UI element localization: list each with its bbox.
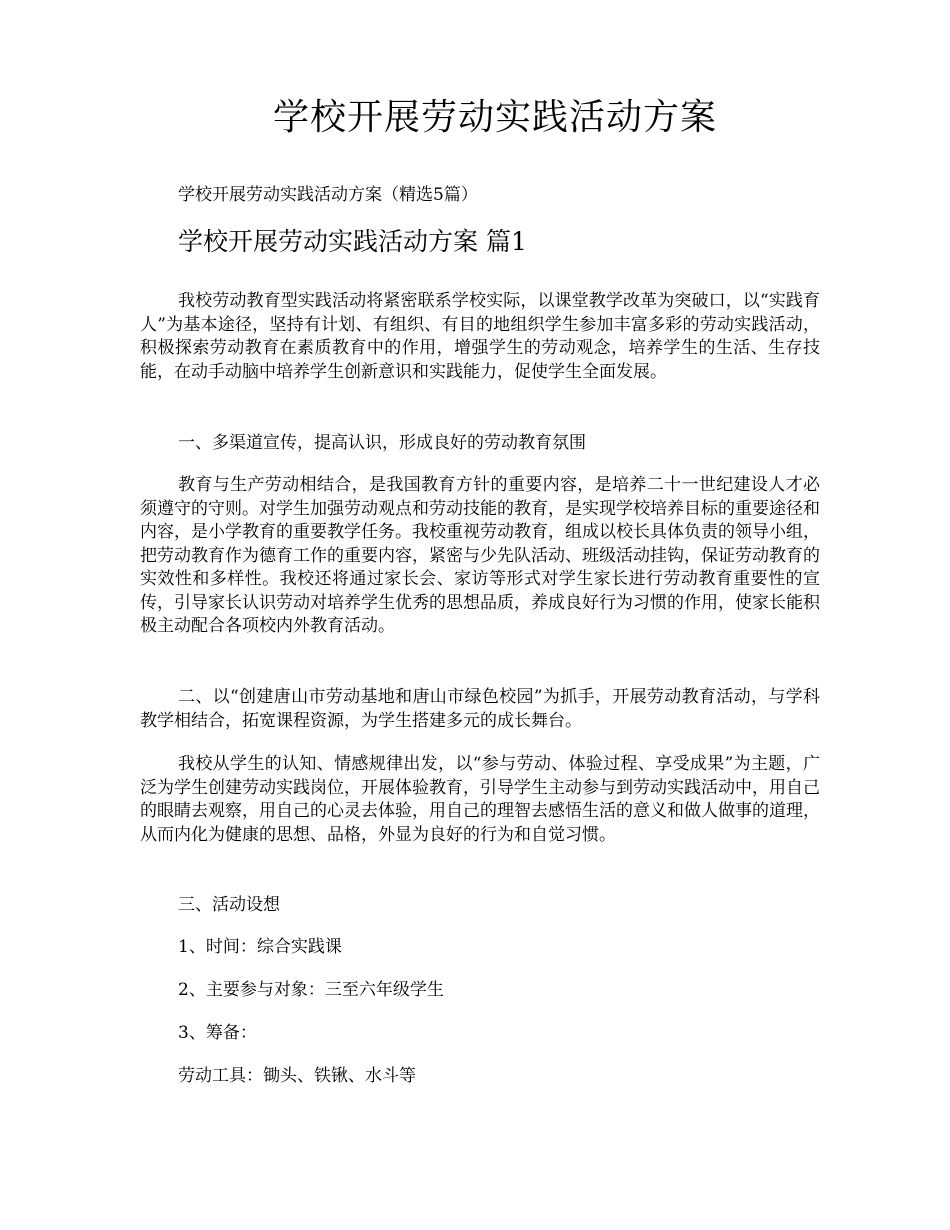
section-heading: 学校开展劳动实践活动方案 篇1	[178, 227, 527, 256]
document-title: 学校开展劳动实践活动方案	[272, 97, 717, 138]
paragraph-intro: 我校劳动教育型实践活动将紧密联系学校实际，以课堂教学改革为突破口，以“实践育人”为基本途径，坚持有计划、有组织、有目的地组织学生参加丰富多彩的劳动实践活动，积极探索劳动教育在素质教育中的作用，增强学生的劳动观念，培养学生的生活、生存技能，在动手动脑中培养学生创新意识和实践能力，促使学生全面发展。	[140, 291, 820, 382]
list-item-tools: 劳动工具：锄头、铁锹、水斗等	[178, 1066, 416, 1086]
heading-part-one: 一、多渠道宣传，提高认识，形成良好的劳动教育氛围	[178, 433, 586, 453]
list-item-preparation: 3、筹备：	[178, 1023, 257, 1043]
list-item-participants: 2、主要参与对象：三至六年级学生	[178, 980, 444, 1000]
heading-part-two: 二、以“创建唐山市劳动基地和唐山市绿色校园”为抓手，开展劳动教育活动，与学科教学相结合，拓宽课程资源，为学生搭建多元的成长舞台。	[140, 687, 820, 731]
heading-part-three: 三、活动设想	[178, 895, 280, 915]
paragraph-part-two: 我校从学生的认知、情感规律出发，以“参与劳动、体验过程、享受成果”为主题，广泛为学生创建劳动实践岗位，开展体验教育，引导学生主动参与到劳动实践活动中，用自己的眼睛去观察，用自己的心灵去体验，用自己的理智去感悟生活的意义和做人做事的道理，从而内化为健康的思想、品格，外显为良好的行为和自觉习惯。	[140, 754, 820, 845]
document-subtitle: 学校开展劳动实践活动方案（精选5篇）	[178, 185, 478, 205]
paragraph-part-one: 教育与生产劳动相结合，是我国教育方针的重要内容，是培养二十一世纪建设人才必须遵守的守则。对学生加强劳动观点和劳动技能的教育，是实现学校培养目标的重要途径和内容，是小学教育的重要教学任务。我校重视劳动教育，组成以校长具体负责的领导小组，把劳动教育作为德育工作的重要内容，紧密与少先队活动、班级活动挂钩，保证劳动教育的实效性和多样性。我校还将通过家长会、家访等形式对学生家长进行劳动教育重要性的宣传，引导家长认识劳动对培养学生优秀的思想品质，养成良好行为习惯的作用，使家长能积极主动配合各项校内外教育活动。	[140, 475, 820, 636]
list-item-time: 1、时间：综合实践课	[178, 937, 342, 957]
